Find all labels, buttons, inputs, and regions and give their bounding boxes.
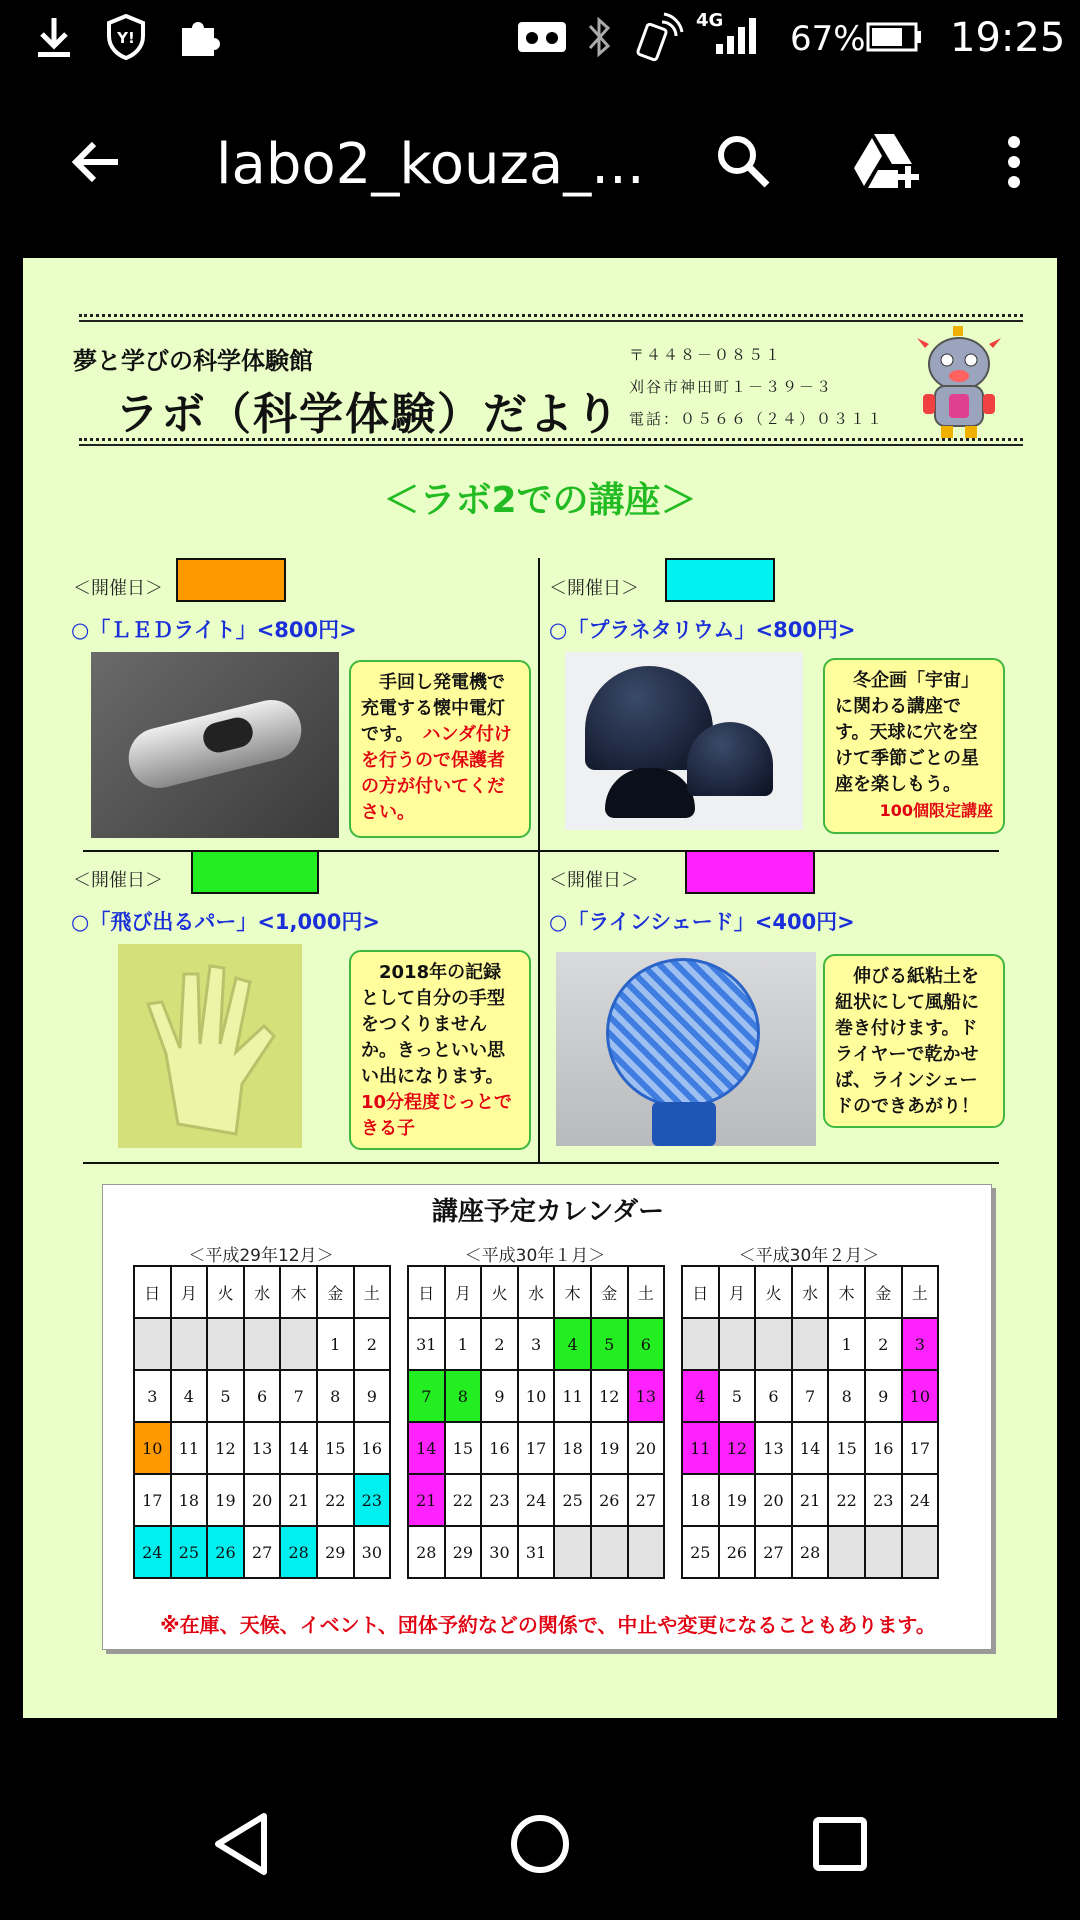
calendar-day-cell: 24 xyxy=(902,1474,939,1526)
calendar-day-cell: 20 xyxy=(244,1474,281,1526)
robot-mascot-image xyxy=(913,324,1005,442)
course-desc-text: 手回し発電機で充電する懐中電灯です。 xyxy=(361,672,505,745)
calendar-day-cell: 28 xyxy=(792,1526,829,1578)
calendar-day-cell: 10 xyxy=(134,1422,171,1474)
download-icon xyxy=(34,16,74,60)
calendar-day-cell: 22 xyxy=(828,1474,865,1526)
header-subtitle: 夢と学びの科学体験館 xyxy=(73,347,313,375)
nfc-icon xyxy=(636,12,684,62)
weekday-cell: 木 xyxy=(554,1266,591,1318)
month-grid-dec xyxy=(133,1265,391,1579)
course-desc-text: 2018年の記録として自分の手型をつくりませんか。きっといい思い出になります。 xyxy=(361,962,505,1087)
signal-icon xyxy=(714,16,758,56)
calendar-day-cell: 19 xyxy=(719,1474,756,1526)
calendar-day-cell: 14 xyxy=(792,1422,829,1474)
section-title: ＜ラボ2での講座＞ xyxy=(383,480,697,521)
calendar-day-cell: 9 xyxy=(865,1370,902,1422)
yahoo-shield-icon xyxy=(106,14,146,60)
calendar-day-cell: 17 xyxy=(518,1422,555,1474)
calendar-day-cell: 8 xyxy=(828,1370,865,1422)
calendar-day-cell: 20 xyxy=(628,1422,665,1474)
calendar-day-cell: 21 xyxy=(408,1474,445,1526)
calendar-day-cell: 31 xyxy=(518,1526,555,1578)
calendar-day-cell: 9 xyxy=(354,1370,391,1422)
calendar-week-row xyxy=(134,1526,390,1578)
course-date-label: ＜開催日＞ xyxy=(549,578,639,599)
month-label: ＜平成29年12月＞ xyxy=(188,1246,334,1266)
calendar-week-row xyxy=(682,1318,938,1370)
system-nav-bar xyxy=(0,1760,1080,1920)
calendar-day-cell: 27 xyxy=(628,1474,665,1526)
calendar-day-cell: 22 xyxy=(445,1474,482,1526)
calendar-day-cell: 21 xyxy=(792,1474,829,1526)
calendar-day-cell xyxy=(280,1318,317,1370)
calendar-day-cell: 7 xyxy=(408,1370,445,1422)
calendar-week-row xyxy=(682,1526,938,1578)
header-border-top xyxy=(79,314,1023,322)
calendar-day-cell: 7 xyxy=(792,1370,829,1422)
clock: 19:25 xyxy=(950,15,1066,61)
calendar-day-cell xyxy=(591,1526,628,1578)
calendar-day-cell: 9 xyxy=(481,1370,518,1422)
course-description xyxy=(823,658,1005,834)
calendar-day-cell: 5 xyxy=(719,1370,756,1422)
course-description xyxy=(349,660,531,838)
calendar-day-cell: 19 xyxy=(207,1474,244,1526)
address: 刈谷市神田町１－３９－３ xyxy=(629,378,834,396)
weekday-cell: 火 xyxy=(755,1266,792,1318)
document-title: labo2_kouza_... xyxy=(216,132,645,197)
calendar-day-cell xyxy=(682,1318,719,1370)
app-toolbar xyxy=(0,78,1080,246)
calendar-week-row xyxy=(408,1526,664,1578)
header-border-bottom xyxy=(79,438,1023,446)
puzzle-icon xyxy=(176,16,220,58)
calendar-week-row xyxy=(134,1474,390,1526)
course-date-label: ＜開催日＞ xyxy=(549,870,639,891)
calendar-day-cell: 29 xyxy=(445,1526,482,1578)
schedule-calendar xyxy=(102,1184,992,1650)
course-note: ハンダ付けを行うので保護者の方が付いてください。 xyxy=(361,724,512,823)
calendar-day-cell: 1 xyxy=(317,1318,354,1370)
led-light-photo xyxy=(91,652,339,838)
weekday-cell: 金 xyxy=(865,1266,902,1318)
calendar-week-row xyxy=(408,1474,664,1526)
calendar-day-cell: 29 xyxy=(317,1526,354,1578)
calendar-week-row xyxy=(408,1422,664,1474)
calendar-day-cell xyxy=(755,1318,792,1370)
month-label: ＜平成30年２月＞ xyxy=(738,1246,880,1266)
course-title: ○「ＬＥＤライト」<800円> xyxy=(71,618,357,642)
hand-print-photo xyxy=(118,944,302,1148)
back-arrow-icon[interactable] xyxy=(68,134,124,190)
calendar-week-row xyxy=(682,1474,938,1526)
calendar-day-cell: 25 xyxy=(682,1526,719,1578)
course-desc-text: 冬企画「宇宙」に関わる講座です。天球に穴を空けて季節ごとの星座を楽しもう。 xyxy=(835,670,979,795)
calendar-day-cell: 14 xyxy=(280,1422,317,1474)
weekday-cell: 日 xyxy=(134,1266,171,1318)
weekday-header-row xyxy=(134,1266,390,1318)
course-date-box xyxy=(665,558,775,602)
weekday-cell: 火 xyxy=(481,1266,518,1318)
calendar-day-cell: 12 xyxy=(591,1370,628,1422)
calendar-day-cell: 2 xyxy=(354,1318,391,1370)
calendar-day-cell xyxy=(719,1318,756,1370)
calendar-day-cell: 15 xyxy=(445,1422,482,1474)
course-description xyxy=(823,954,1005,1128)
status-bar xyxy=(0,0,1080,78)
weekday-cell: 日 xyxy=(682,1266,719,1318)
calendar-day-cell: 10 xyxy=(518,1370,555,1422)
calendar-day-cell: 8 xyxy=(317,1370,354,1422)
weekday-cell: 水 xyxy=(792,1266,829,1318)
calendar-day-cell xyxy=(554,1526,591,1578)
course-note: 10分程度じっとできる子 xyxy=(361,1092,513,1139)
course-date-box xyxy=(685,850,815,894)
battery-icon xyxy=(866,20,924,54)
calendar-day-cell: 3 xyxy=(518,1318,555,1370)
month-label: ＜平成30年１月＞ xyxy=(464,1246,606,1266)
weekday-cell: 土 xyxy=(902,1266,939,1318)
grid-divider-vertical xyxy=(538,558,540,1164)
network-type: 4G xyxy=(696,10,724,31)
weekday-header-row xyxy=(408,1266,664,1318)
calendar-day-cell xyxy=(828,1526,865,1578)
calendar-day-cell: 12 xyxy=(207,1422,244,1474)
calendar-day-cell: 5 xyxy=(591,1318,628,1370)
weekday-cell: 月 xyxy=(719,1266,756,1318)
calendar-day-cell: 15 xyxy=(828,1422,865,1474)
calendar-day-cell: 3 xyxy=(902,1318,939,1370)
calendar-day-cell: 26 xyxy=(207,1526,244,1578)
calendar-day-cell: 3 xyxy=(134,1370,171,1422)
month-grid-feb xyxy=(681,1265,939,1579)
search-icon[interactable] xyxy=(714,132,772,190)
calendar-day-cell: 31 xyxy=(408,1318,445,1370)
calendar-day-cell: 17 xyxy=(902,1422,939,1474)
course-date-label: ＜開催日＞ xyxy=(73,870,163,891)
calendar-day-cell: 13 xyxy=(244,1422,281,1474)
calendar-day-cell: 25 xyxy=(554,1474,591,1526)
calendar-day-cell: 12 xyxy=(719,1422,756,1474)
calendar-day-cell: 11 xyxy=(171,1422,208,1474)
calendar-day-cell: 17 xyxy=(134,1474,171,1526)
calendar-day-cell: 25 xyxy=(171,1526,208,1578)
postal-code: 〒４４８－０８５１ xyxy=(629,346,783,364)
calendar-week-row xyxy=(682,1370,938,1422)
calendar-day-cell: 30 xyxy=(481,1526,518,1578)
calendar-day-cell: 11 xyxy=(554,1370,591,1422)
calendar-day-cell: 23 xyxy=(865,1474,902,1526)
vr-icon xyxy=(516,18,568,56)
calendar-day-cell: 28 xyxy=(408,1526,445,1578)
weekday-cell: 木 xyxy=(828,1266,865,1318)
drive-add-icon[interactable] xyxy=(852,130,920,190)
weekday-cell: 水 xyxy=(244,1266,281,1318)
nav-recents-icon[interactable] xyxy=(800,1804,880,1884)
calendar-day-cell: 4 xyxy=(554,1318,591,1370)
calendar-day-cell: 26 xyxy=(719,1526,756,1578)
calendar-day-cell: 4 xyxy=(682,1370,719,1422)
calendar-day-cell: 19 xyxy=(591,1422,628,1474)
calendar-day-cell xyxy=(628,1526,665,1578)
calendar-day-cell: 26 xyxy=(591,1474,628,1526)
weekday-cell: 火 xyxy=(207,1266,244,1318)
calendar-day-cell: 5 xyxy=(207,1370,244,1422)
calendar-day-cell: 14 xyxy=(408,1422,445,1474)
weekday-cell: 月 xyxy=(171,1266,208,1318)
calendar-day-cell: 13 xyxy=(755,1422,792,1474)
calendar-day-cell: 20 xyxy=(755,1474,792,1526)
calendar-day-cell: 24 xyxy=(134,1526,171,1578)
weekday-header-row xyxy=(682,1266,938,1318)
planetarium-photo xyxy=(565,652,803,830)
calendar-day-cell: 8 xyxy=(445,1370,482,1422)
calendar-day-cell: 10 xyxy=(902,1370,939,1422)
calendar-day-cell: 7 xyxy=(280,1370,317,1422)
calendar-day-cell: 15 xyxy=(317,1422,354,1474)
battery-percent: 67% xyxy=(790,19,866,59)
calendar-day-cell: 21 xyxy=(280,1474,317,1526)
course-date-box xyxy=(176,558,286,602)
weekday-cell: 水 xyxy=(518,1266,555,1318)
nav-home-icon[interactable] xyxy=(500,1804,580,1884)
course-desc-text: 伸びる紙粘土を紐状にして風船に巻き付けます。ドライヤーで乾かせば、ラインシェードのできあがり！ xyxy=(835,966,979,1117)
course-title: ○「飛び出るパー」<1,000円> xyxy=(71,910,380,934)
course-description xyxy=(349,950,531,1150)
calendar-day-cell: 24 xyxy=(518,1474,555,1526)
calendar-week-row xyxy=(682,1422,938,1474)
calendar-day-cell: 1 xyxy=(828,1318,865,1370)
calendar-day-cell: 16 xyxy=(481,1422,518,1474)
calendar-day-cell xyxy=(865,1526,902,1578)
phone: 電話：０５６６（２４）０３１１ xyxy=(629,410,885,428)
weekday-cell: 日 xyxy=(408,1266,445,1318)
more-vert-icon[interactable] xyxy=(1004,134,1024,190)
calendar-day-cell: 2 xyxy=(865,1318,902,1370)
calendar-day-cell: 16 xyxy=(865,1422,902,1474)
calendar-notice: ※在庫、天候、イベント、団体予約などの関係で、中止や変更になることもあります。 xyxy=(160,1613,936,1637)
calendar-day-cell: 28 xyxy=(280,1526,317,1578)
calendar-week-row xyxy=(134,1422,390,1474)
calendar-day-cell xyxy=(207,1318,244,1370)
calendar-day-cell: 16 xyxy=(354,1422,391,1474)
course-note: 100個限定講座 xyxy=(879,801,993,820)
calendar-day-cell: 6 xyxy=(244,1370,281,1422)
calendar-week-row xyxy=(408,1318,664,1370)
calendar-day-cell: 11 xyxy=(682,1422,719,1474)
month-grid-jan xyxy=(407,1265,665,1579)
calendar-day-cell: 27 xyxy=(755,1526,792,1578)
calendar-day-cell: 22 xyxy=(317,1474,354,1526)
grid-divider-bottom xyxy=(83,1162,999,1164)
calendar-day-cell xyxy=(244,1318,281,1370)
calendar-week-row xyxy=(134,1318,390,1370)
weekday-cell: 木 xyxy=(280,1266,317,1318)
calendar-day-cell: 23 xyxy=(354,1474,391,1526)
calendar-day-cell: 6 xyxy=(755,1370,792,1422)
bluetooth-icon xyxy=(584,14,614,60)
nav-back-icon[interactable] xyxy=(202,1804,282,1884)
line-shade-photo xyxy=(556,952,816,1146)
calendar-day-cell: 6 xyxy=(628,1318,665,1370)
calendar-week-row xyxy=(408,1370,664,1422)
weekday-cell: 月 xyxy=(445,1266,482,1318)
calendar-day-cell xyxy=(792,1318,829,1370)
weekday-cell: 金 xyxy=(317,1266,354,1318)
calendar-day-cell: 27 xyxy=(244,1526,281,1578)
pdf-page[interactable] xyxy=(23,258,1057,1718)
course-date-box xyxy=(191,850,319,894)
calendar-day-cell xyxy=(171,1318,208,1370)
calendar-day-cell: 13 xyxy=(628,1370,665,1422)
weekday-cell: 土 xyxy=(354,1266,391,1318)
calendar-day-cell: 30 xyxy=(354,1526,391,1578)
calendar-week-row xyxy=(134,1370,390,1422)
course-date-label: ＜開催日＞ xyxy=(73,578,163,599)
svg-text:Y!: Y! xyxy=(117,29,135,47)
calendar-day-cell: 2 xyxy=(481,1318,518,1370)
calendar-day-cell xyxy=(134,1318,171,1370)
header-title: ラボ（科学体験）だより xyxy=(115,389,621,440)
course-title: ○「プラネタリウム」<800円> xyxy=(549,618,856,642)
calendar-day-cell xyxy=(902,1526,939,1578)
calendar-day-cell: 1 xyxy=(445,1318,482,1370)
weekday-cell: 金 xyxy=(591,1266,628,1318)
calendar-title: 講座予定カレンダー xyxy=(431,1197,665,1227)
weekday-cell: 土 xyxy=(628,1266,665,1318)
course-title: ○「ラインシェード」<400円> xyxy=(549,910,855,934)
calendar-day-cell: 18 xyxy=(682,1474,719,1526)
calendar-day-cell: 18 xyxy=(554,1422,591,1474)
calendar-day-cell: 23 xyxy=(481,1474,518,1526)
calendar-day-cell: 18 xyxy=(171,1474,208,1526)
calendar-day-cell: 4 xyxy=(171,1370,208,1422)
